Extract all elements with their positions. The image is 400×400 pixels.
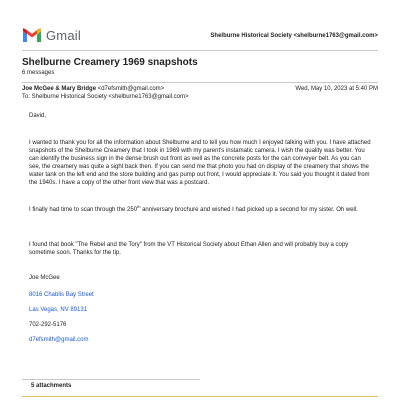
body-paragraph-3: I found that book "The Rebel and the Tory" from the VT Historical Society about Ethan Allen and will probably buy a copy sometime soon. Thanks for the tip. xyxy=(29,242,349,256)
message-count: 6 messages xyxy=(22,70,55,76)
body-paragraph-1: I wanted to thank you for all the information about Shelburne and to tell you how much I enjoyed talking with you. I have attached snapshots of the Shelburne Creamery that I took in 1969 with my parent's instamatic camera. I wish the quality was better. You can identify the business sign in the dense brush out front as well as the concrete posts for the can conveyer belt. As you can see, the creamery was quite a sight back then. If you can send me that photo you had on display of the creamery that shows the water tank on the left end and the store building and gas pump out front, I would appreciate it. You said you thought it dated from the 1940s. I have a copy of the other front view that was a postcard. xyxy=(29,140,371,186)
account-label: Shelburne Historical Society <shelburne1763@gmail.com> xyxy=(210,33,378,39)
thread-subject: Shelburne Creamery 1969 snapshots xyxy=(22,57,198,68)
header-divider xyxy=(22,50,378,51)
signature-name: Joe McGee xyxy=(29,275,60,281)
attachments-bottom-rule xyxy=(22,396,378,397)
signature-email[interactable]: d7efsmith@gmail.com xyxy=(29,337,89,343)
para2-text-start: I finally had time to scan through the 250 xyxy=(29,207,138,213)
attachments-divider xyxy=(22,379,200,380)
attachments-label[interactable]: 5 attachments xyxy=(31,383,72,389)
message-to: To: Shelburne Historical Society <shelburne1763@gmail.com> xyxy=(22,94,189,100)
gmail-m-icon xyxy=(22,28,42,43)
message-from xyxy=(22,86,164,92)
greeting: David, xyxy=(29,113,47,119)
ordinal-suffix: th xyxy=(137,204,141,209)
message-date: Wed, May 10, 2023 at 5:40 PM xyxy=(295,86,378,92)
gmail-logo-text: Gmail xyxy=(46,28,81,43)
sender-name: Joe McGee & Mary Bridge xyxy=(22,86,97,92)
signature-phone: 702-292-5176 xyxy=(29,322,67,328)
sender-email: <d7efsmith@gmail.com> xyxy=(97,86,165,92)
gmail-logo[interactable] xyxy=(22,28,81,43)
signature-address-line-1[interactable]: 8016 Chablis Bay Street xyxy=(29,292,94,298)
print-header xyxy=(22,28,378,48)
subject-divider xyxy=(22,82,378,83)
para2-text-end: anniversary brochure and wished I had picked up a second for my sister. Oh well. xyxy=(140,207,358,213)
body-paragraph-2 xyxy=(29,206,371,214)
signature-address-line-2[interactable]: Las Vegas, NV 89131 xyxy=(29,307,88,313)
